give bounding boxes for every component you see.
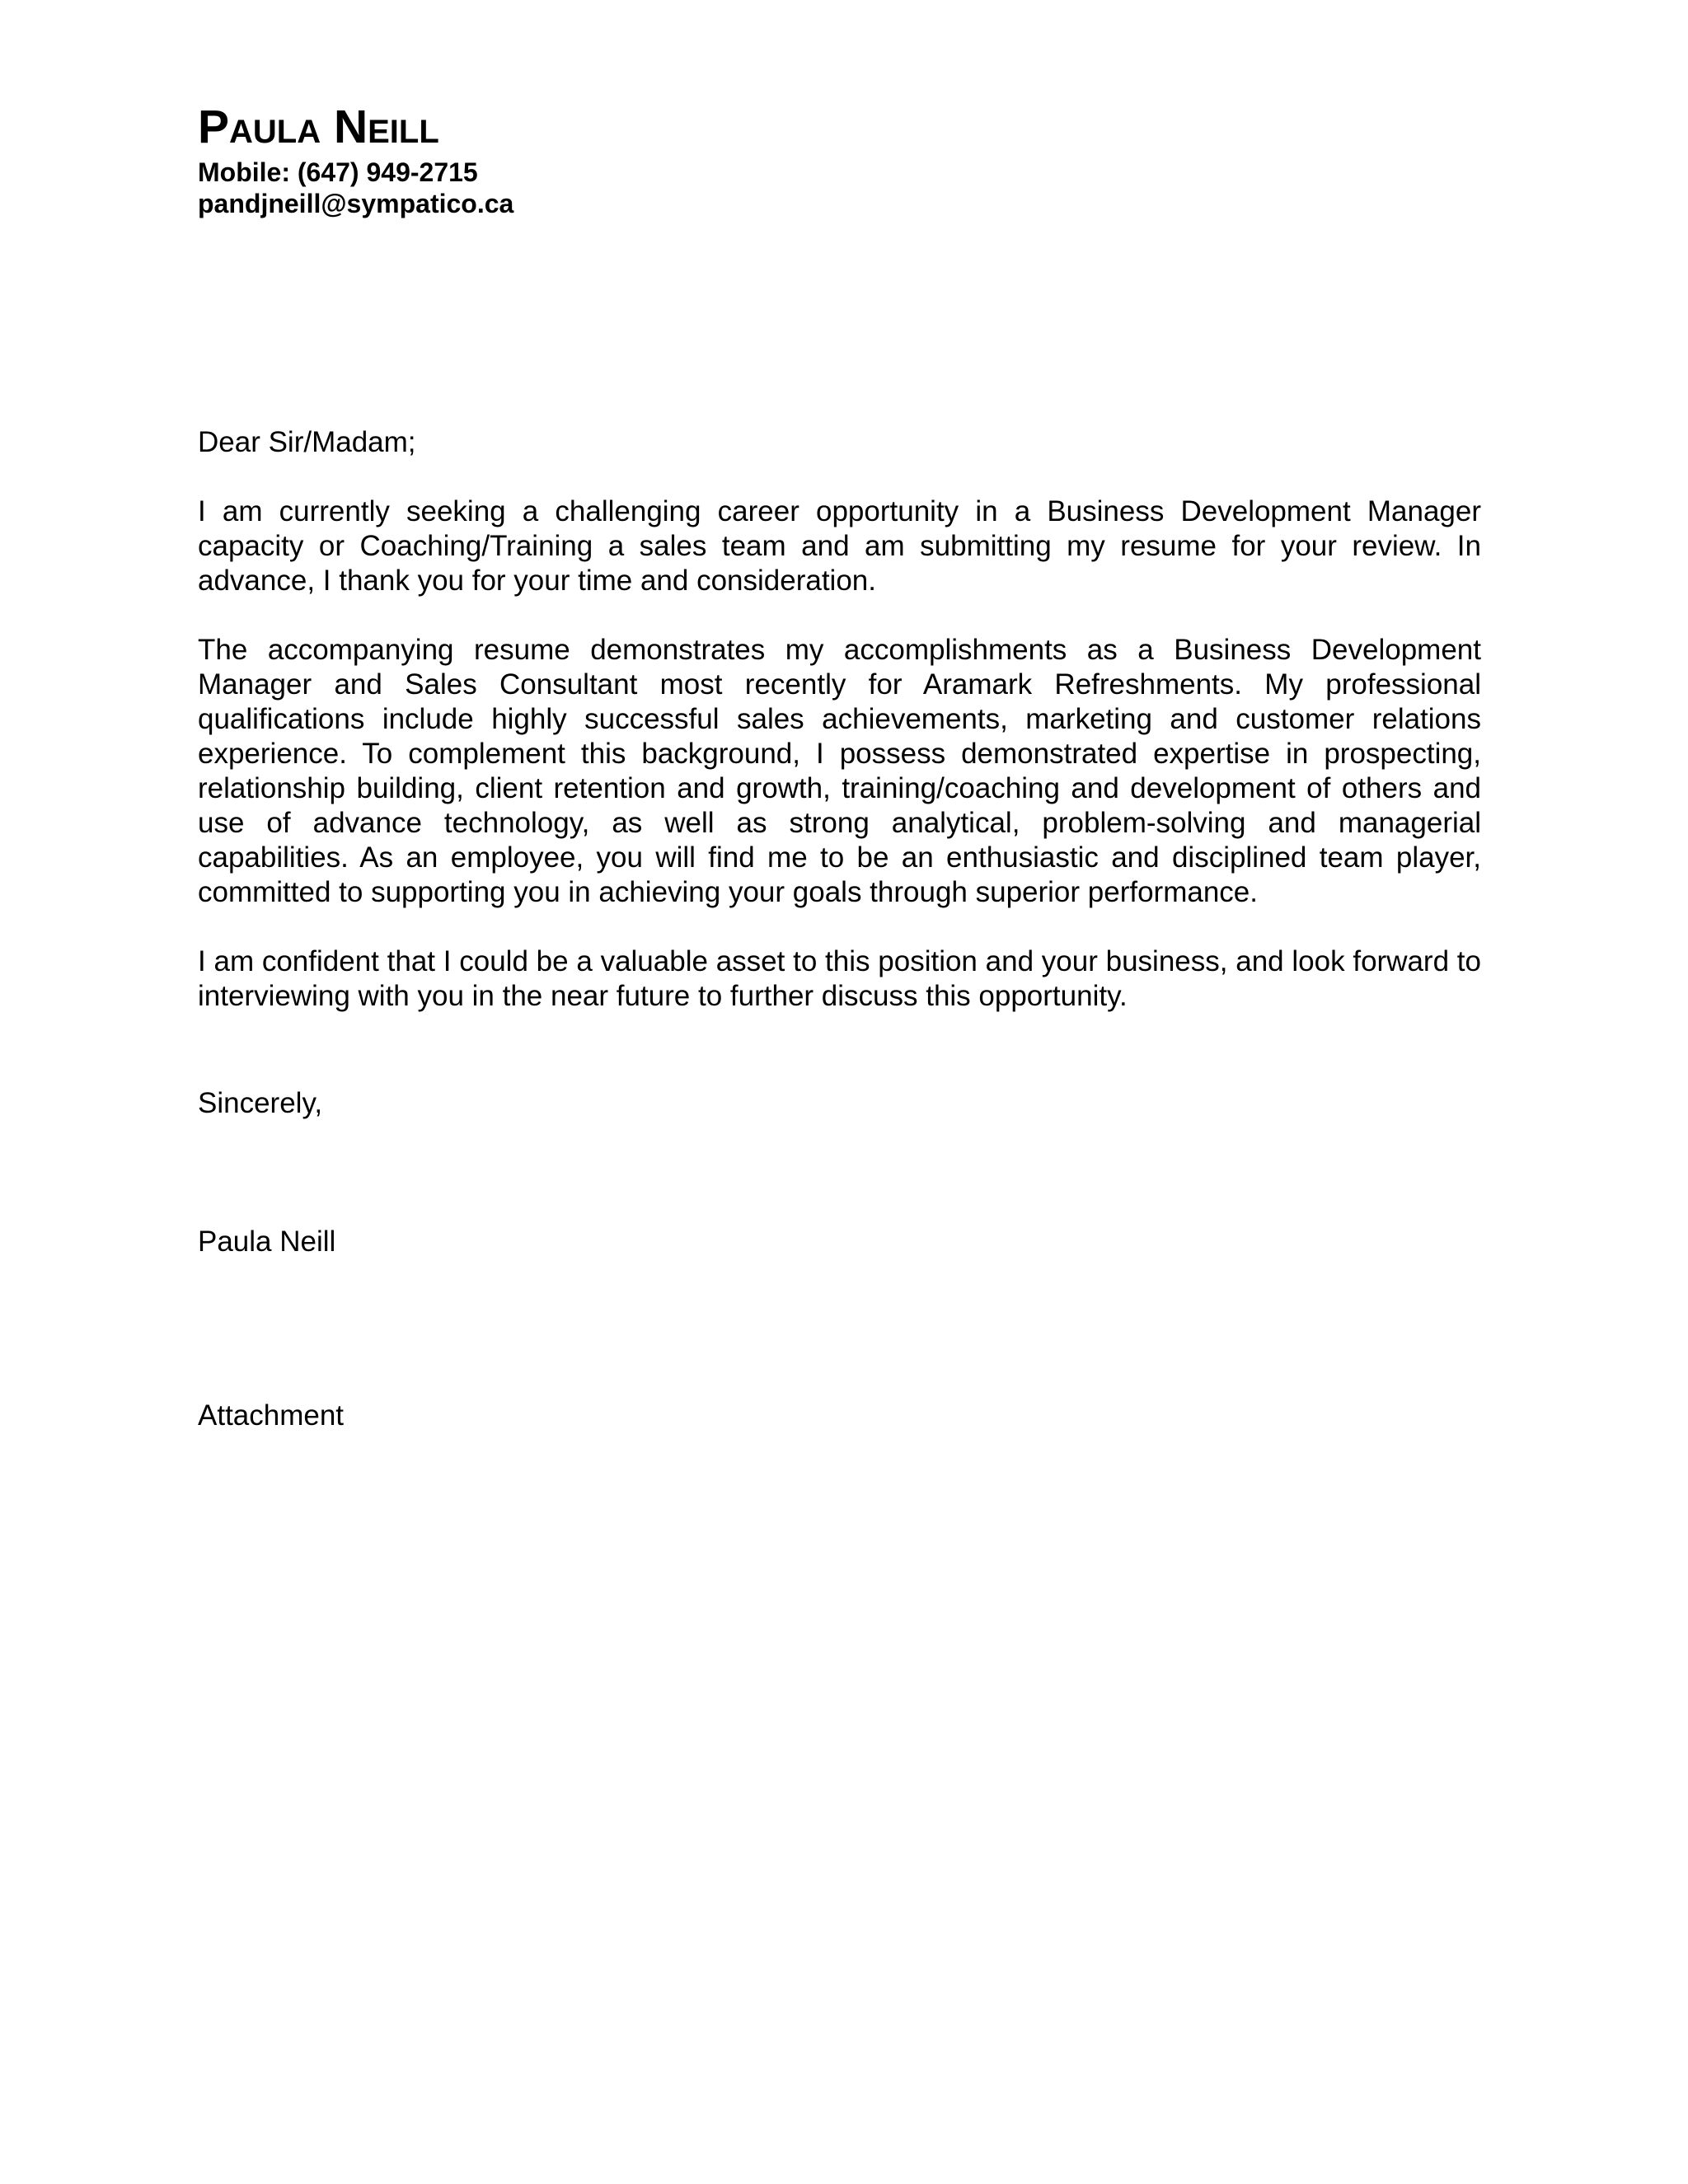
email-address: pandjneill@sympatico.ca bbox=[198, 189, 514, 218]
letterhead bbox=[198, 97, 1484, 219]
signer-name: Paula Neill bbox=[198, 1226, 336, 1258]
letter-body bbox=[198, 425, 1481, 1048]
closing: Sincerely, bbox=[198, 1087, 323, 1119]
sender-name: Paula Neill bbox=[198, 101, 439, 153]
paragraph-conclusion: I am confident that I could be a valuable asset to this position and your business, and look forward to interviewing with you in the near future to further discuss this opportunity. bbox=[198, 945, 1481, 1012]
paragraph-qualifications: The accompanying resume demonstrates my accomplishments as a Business Development Manager and Sales Consultant most recently for Aramark Refreshments. My professional qualifications include highly successful sales achievements, marketing and customer relations experience. To complement this background, I possess demonstrated expertise in prospecting, relationship building, client retention and growth, training/coaching and development of others and use of advance technology, as well as strong analytical, problem-solving and managerial capabilities. As an employee, you will find me to be an enthusiastic and disciplined team player, committed to supporting you in achieving your goals through superior performance. bbox=[198, 634, 1481, 908]
paragraph-intro: I am currently seeking a challenging career opportunity in a Business Development Manager capacity or Coaching/Training a sales team and am submitting my resume for your review. In advance, I thank you for your time and consideration. bbox=[198, 495, 1481, 597]
enclosure-note: Attachment bbox=[198, 1399, 345, 1432]
mobile-number: Mobile: (647) 949-2715 bbox=[198, 157, 478, 187]
salutation: Dear Sir/Madam; bbox=[198, 426, 416, 458]
